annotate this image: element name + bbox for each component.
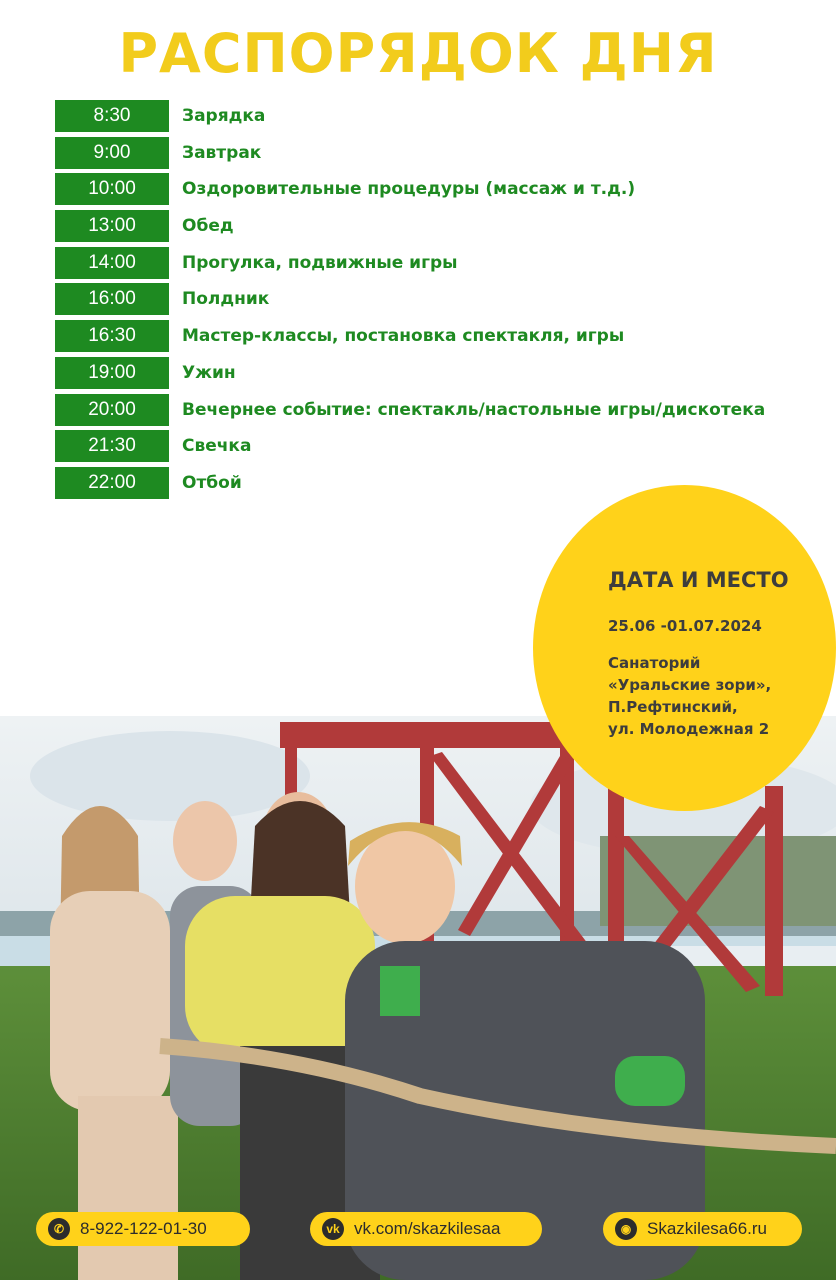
schedule-row [55, 320, 815, 352]
schedule-activity: Ужин [182, 362, 236, 383]
schedule-row [55, 430, 815, 462]
schedule-activity: Зарядка [182, 106, 266, 126]
schedule-row [55, 394, 815, 426]
schedule-activity: Полдник [182, 289, 270, 310]
phone-contact[interactable] [36, 1212, 250, 1246]
address-line: ул. Молодежная 2 [608, 720, 770, 738]
vk-icon: vk [322, 1218, 344, 1240]
schedule-row [55, 173, 815, 205]
address-line: Санаторий [608, 654, 701, 672]
schedule-row [55, 210, 815, 242]
schedule-time: 13:00 [55, 210, 169, 242]
schedule-time: 21:30 [55, 430, 169, 462]
schedule-row [55, 100, 815, 132]
schedule-row [55, 247, 815, 279]
schedule-row [55, 357, 815, 389]
schedule-time: 14:00 [55, 247, 169, 279]
page-title: РАСПОРЯДОК ДНЯ [118, 22, 718, 85]
schedule-time: 20:00 [55, 394, 169, 426]
schedule-time: 16:00 [55, 283, 169, 315]
phone-icon: ✆ [48, 1218, 70, 1240]
schedule-activity: Отбой [182, 472, 242, 493]
schedule-activity: Мастер-классы, постановка спектакля, игры [182, 326, 625, 347]
schedule-activity: Обед [182, 216, 234, 237]
schedule-activity: Оздоровительные процедуры (массаж и т.д.) [182, 179, 636, 200]
schedule-time: 10:00 [55, 173, 169, 205]
phone-number: 8-922-122-01-30 [80, 1219, 207, 1238]
schedule-activity: Вечернее событие: спектакль/настольные игры/дискотека [182, 399, 766, 420]
schedule-activity: Свечка [182, 436, 252, 457]
schedule-activity: Прогулка, подвижные игры [182, 252, 458, 273]
schedule-list [55, 100, 815, 504]
schedule-row [55, 137, 815, 169]
globe-icon: ◉ [615, 1218, 637, 1240]
address-line: П.Рефтинский, [608, 698, 738, 716]
schedule-row [55, 283, 815, 315]
date-place-title: ДАТА И МЕСТО [608, 568, 789, 592]
schedule-time: 19:00 [55, 357, 169, 389]
schedule-time: 9:00 [55, 137, 169, 169]
address-line: «Уральские зори», [608, 676, 772, 694]
schedule-time: 22:00 [55, 467, 169, 499]
date-place-info [608, 568, 789, 740]
website-link-text: Skazkilesa66.ru [647, 1219, 768, 1238]
schedule-time: 8:30 [55, 100, 169, 132]
website-link[interactable] [603, 1212, 802, 1246]
vk-link[interactable] [310, 1212, 542, 1246]
schedule-activity: Завтрак [182, 142, 262, 163]
event-dates: 25.06 -01.07.2024 [608, 617, 762, 635]
vk-link-text: vk.com/skazkilesaa [354, 1219, 501, 1238]
schedule-time: 16:30 [55, 320, 169, 352]
